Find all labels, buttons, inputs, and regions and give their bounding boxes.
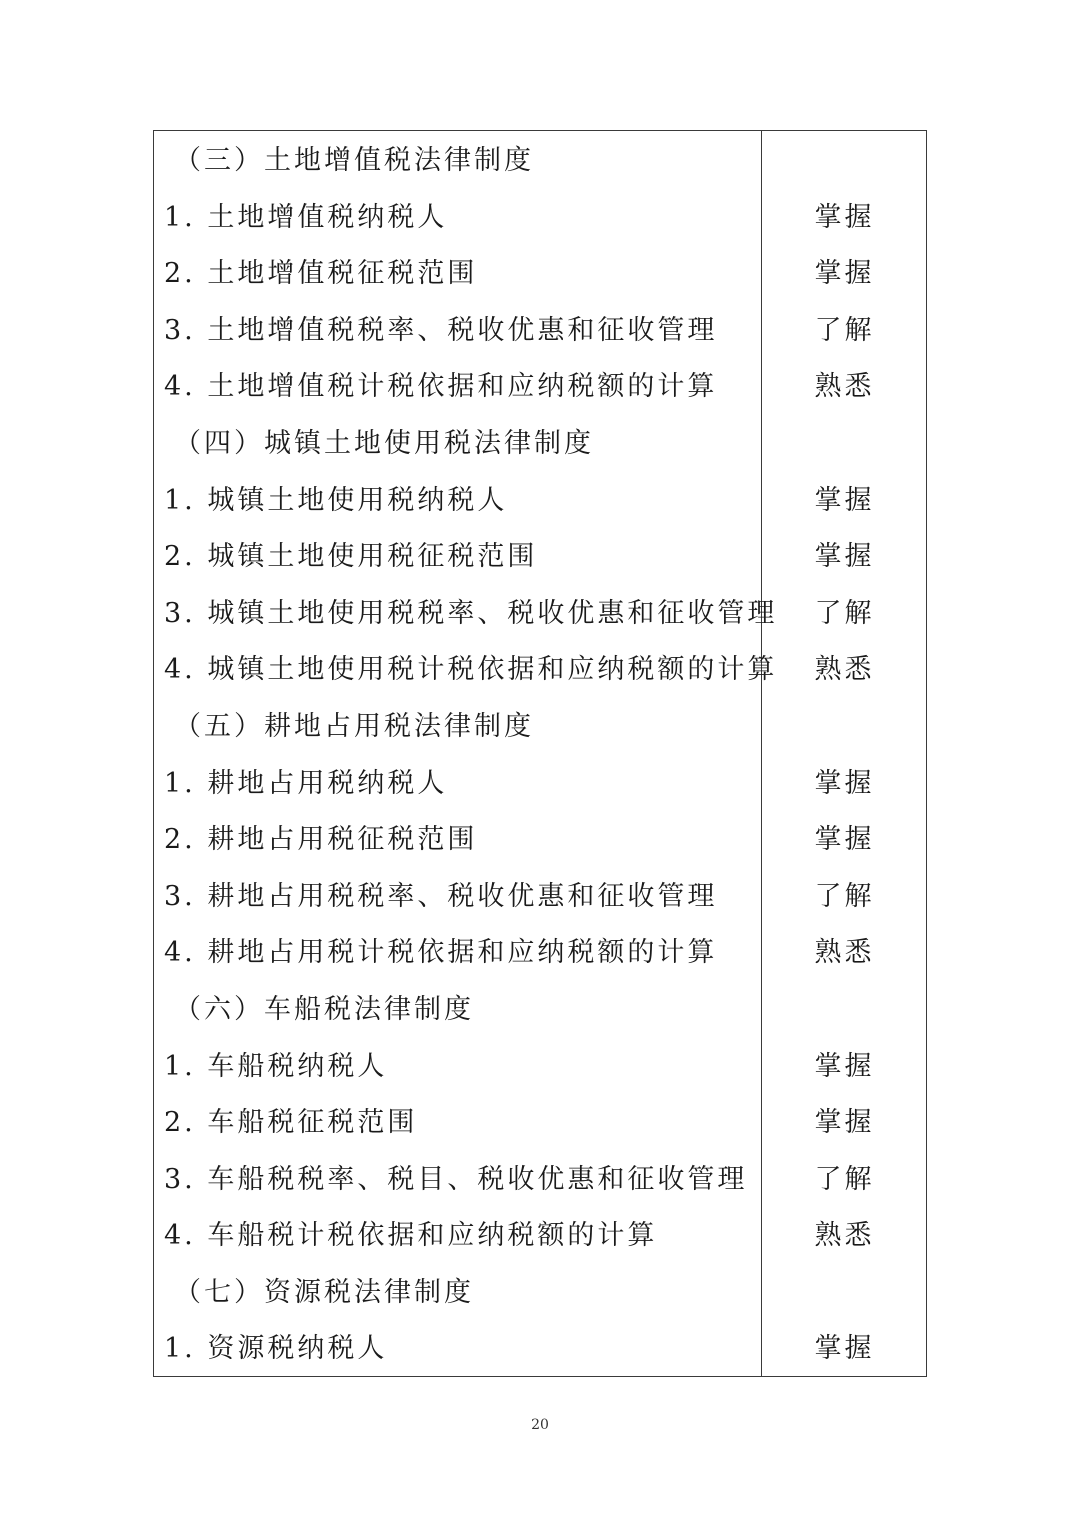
requirement-level: 掌握	[814, 201, 875, 233]
item-text: 4. 城镇土地使用税计税依据和应纳税额的计算	[164, 654, 778, 686]
item-text: 3. 车船税税率、税目、税收优惠和征收管理	[164, 1163, 748, 1195]
item-text: 3. 土地增值税税率、税收优惠和征收管理	[164, 314, 718, 346]
requirement-level: 掌握	[814, 1050, 875, 1082]
requirement-level: 了解	[814, 314, 875, 346]
requirement-level: 掌握	[814, 484, 875, 516]
table-row	[154, 303, 926, 360]
table-row	[154, 756, 926, 813]
table-row	[154, 925, 926, 982]
syllabus-table	[153, 130, 927, 1377]
item-text: 1. 土地增值税纳税人	[164, 201, 448, 233]
item-text: 2. 土地增值税征税范围	[164, 258, 478, 290]
table-row	[154, 473, 926, 530]
section-heading: （四）城镇土地使用税法律制度	[174, 427, 594, 459]
table-row	[154, 869, 926, 926]
item-text: 1. 耕地占用税纳税人	[164, 767, 448, 799]
table-row	[154, 529, 926, 586]
requirement-level: 熟悉	[814, 654, 875, 686]
table-row	[154, 1039, 926, 1096]
requirement-level: 了解	[814, 880, 875, 912]
table-rows	[154, 133, 926, 1378]
section-heading-row	[154, 699, 926, 756]
requirement-level: 掌握	[814, 258, 875, 290]
item-text: 4. 土地增值税计税依据和应纳税额的计算	[164, 371, 718, 403]
requirement-level: 掌握	[814, 1107, 875, 1139]
page-number: 20	[531, 1417, 549, 1433]
requirement-level: 熟悉	[814, 1220, 875, 1252]
section-heading: （七）资源税法律制度	[174, 1276, 474, 1308]
section-heading-row	[154, 1265, 926, 1322]
requirement-level: 掌握	[814, 1333, 875, 1365]
item-text: 3. 城镇土地使用税税率、税收优惠和征收管理	[164, 597, 778, 629]
item-text: 2. 城镇土地使用税征税范围	[164, 541, 538, 573]
table-row	[154, 642, 926, 699]
requirement-level: 掌握	[814, 541, 875, 573]
item-text: 4. 车船税计税依据和应纳税额的计算	[164, 1220, 658, 1252]
item-text: 4. 耕地占用税计税依据和应纳税额的计算	[164, 937, 718, 969]
section-heading-row	[154, 416, 926, 473]
table-row	[154, 812, 926, 869]
requirement-level: 熟悉	[814, 937, 875, 969]
table-row	[154, 1152, 926, 1209]
requirement-level: 掌握	[814, 824, 875, 856]
section-heading-row	[154, 982, 926, 1039]
section-heading: （三）土地增值税法律制度	[174, 145, 534, 176]
table-row	[154, 1321, 926, 1378]
requirement-level: 掌握	[814, 767, 875, 799]
item-text: 3. 耕地占用税税率、税收优惠和征收管理	[164, 880, 718, 912]
item-text: 2. 车船税征税范围	[164, 1107, 418, 1139]
table-row	[154, 190, 926, 247]
section-heading-row	[154, 133, 926, 190]
section-heading: （五）耕地占用税法律制度	[174, 710, 534, 742]
item-text: 1. 城镇土地使用税纳税人	[164, 484, 508, 516]
table-row	[154, 246, 926, 303]
requirement-level: 了解	[814, 597, 875, 629]
requirement-level: 了解	[814, 1163, 875, 1195]
table-row	[154, 1095, 926, 1152]
item-text: 1. 车船税纳税人	[164, 1050, 388, 1082]
item-text: 2. 耕地占用税征税范围	[164, 824, 478, 856]
table-row	[154, 359, 926, 416]
section-heading: （六）车船税法律制度	[174, 993, 474, 1025]
requirement-level: 熟悉	[814, 371, 875, 403]
table-row	[154, 586, 926, 643]
item-text: 1. 资源税纳税人	[164, 1333, 388, 1365]
table-row	[154, 1208, 926, 1265]
